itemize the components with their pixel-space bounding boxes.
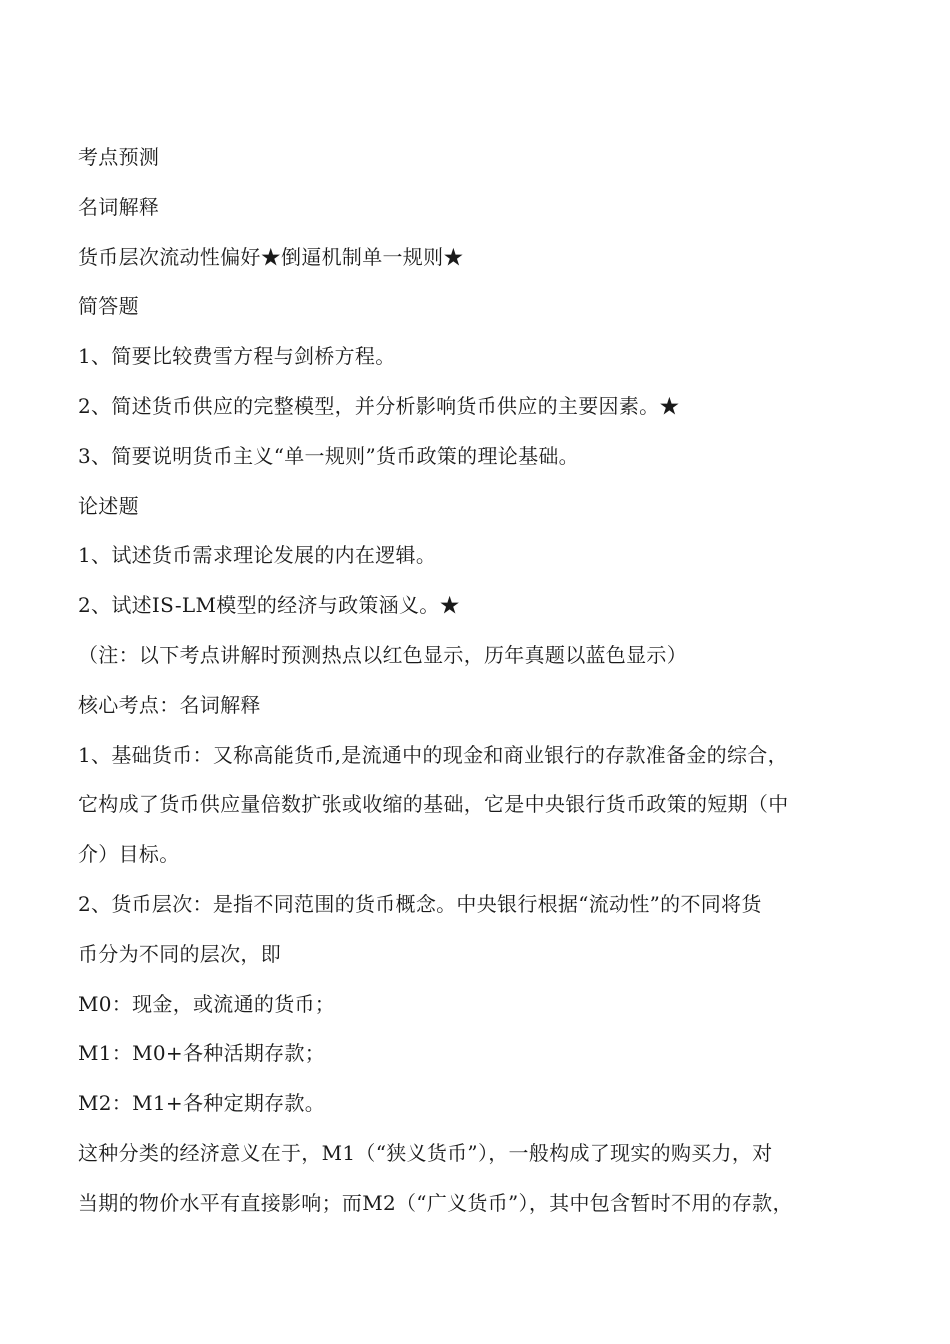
core-item-1-line-1: 1、基础货币：又称高能货币,是流通中的现金和商业银行的存款准备金的综合， [78,742,788,767]
short-question-1: 1、简要比较费雪方程与剑桥方程。 [78,344,396,369]
heading-essay: 论述题 [78,493,139,518]
heading-forecast: 考点预测 [78,145,160,169]
meaning-line-2: 当期的物价水平有直接影响；而M2（“广义货币”），其中包含暂时不用的存款， [78,1190,793,1215]
m1-definition: M1：M0+各种活期存款； [78,1041,326,1066]
core-item-2-line-1: 2、货币层次：是指不同范围的货币概念。中央银行根据“流动性”的不同将货 [78,891,762,916]
m0-definition: M0：现金，或流通的货币； [78,991,336,1016]
heading-terms: 名词解释 [78,194,160,219]
core-item-1-line-2: 它构成了货币供应量倍数扩张或收缩的基础，它是中央银行货币政策的短期（中 [78,792,789,817]
short-question-3: 3、简要说明货币主义“单一规则”货币政策的理论基础。 [78,443,579,468]
core-item-1-line-3: 介）目标。 [78,842,180,867]
essay-question-2: 2、试述IS-LM模型的经济与政策涵义。★ [78,593,460,618]
document-page [78,133,878,1229]
terms-list: 货币层次流动性偏好★倒逼机制单一规则★ [78,244,464,269]
core-item-2-line-2: 币分为不同的层次，即 [78,941,281,966]
heading-short-answer: 简答题 [78,294,139,319]
core-heading: 核心考点：名词解释 [78,692,261,717]
m2-definition: M2：M1+各种定期存款。 [78,1091,326,1116]
short-question-2: 2、简述货币供应的完整模型，并分析影响货币供应的主要因素。★ [78,393,680,418]
essay-question-1: 1、试述货币需求理论发展的内在逻辑。 [78,543,437,568]
color-note: （注：以下考点讲解时预测热点以红色显示，历年真题以蓝色显示） [78,642,687,667]
meaning-line-1: 这种分类的经济意义在于，M1（“狭义货币”），一般构成了现实的购买力，对 [78,1140,773,1165]
